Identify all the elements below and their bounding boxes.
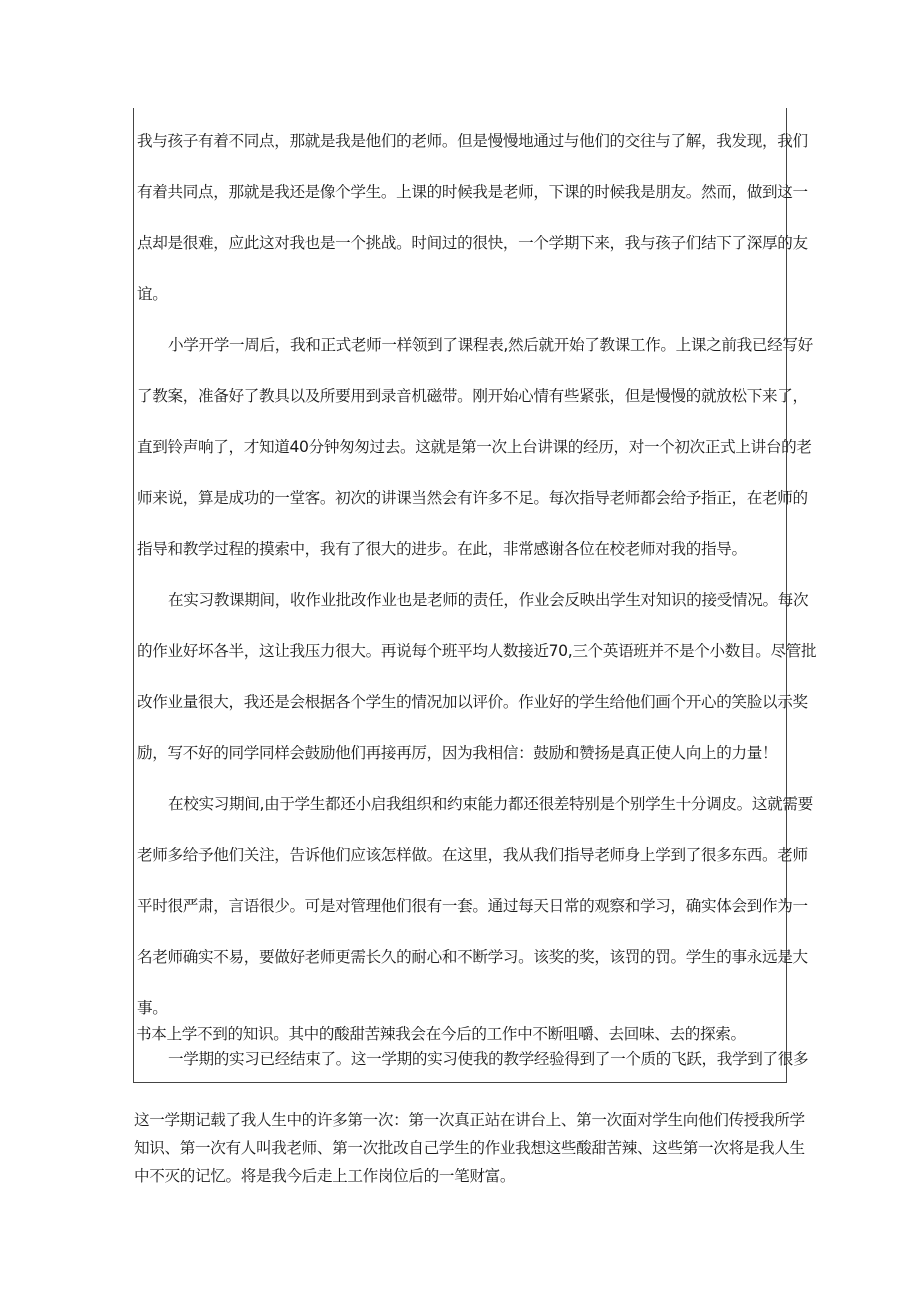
paragraph-3-line-4: 励，写不好的同学同样会鼓励他们再接再厉，因为我相信：鼓励和赞扬是真正使人向上的力量！ [137,744,778,762]
paragraph-4-line-4: 名老师确实不易，要做好老师更需长久的耐心和不断学习。该奖的奖，该罚的罚。学生的事永远是大 [137,948,808,966]
paragraph-4-line-1: 在校实习期间,由于学生都还小启我组织和约束能力都还很差特别是个别学生十分调皮。这就需要 [168,795,813,813]
paragraph-1-line-1: 我与孩子有着不同点，那就是我是他们的老师。但是慢慢地通过与他们的交往与了解，我发现，我们 [137,132,808,150]
paragraph-2-line-5: 指导和教学过程的摸索中，我有了很大的进步。在此，非常感谢各位在校老师对我的指导。 [137,540,747,558]
paragraph-1-line-4: 谊。 [137,285,168,303]
paragraph-1-line-2: 有着共同点，那就是我还是像个学生。上课的时候我是老师，下课的时候我是朋友。然而，做到这一 [137,183,808,201]
paragraph-4-line-2: 老师多给予他们关注，告诉他们应该怎样做。在这里，我从我们指导老师身上学到了很多东西。老师 [137,846,808,864]
closing-paragraph-line-2: 知识、第一次有人叫我老师、第一次批改自己学生的作业我想这些酸甜苦辣、这些第一次将是我人生 [134,1139,805,1157]
paragraph-3-line-1: 在实习教课期间，收作业批改作业也是老师的责任，作业会反映出学生对知识的接受情况。每次 [168,591,809,609]
paragraph-2-line-3: 直到铃声响了，才知道40分钟匆匆过去。这就是第一次上台讲课的经历，对一个初次正式上讲台的老 [137,438,812,456]
paragraph-3-line-3: 改作业量很大，我还是会根据各个学生的情况加以评价。作业好的学生给他们画个开心的笑脸以示奖 [137,693,808,711]
paragraph-4-line-5: 事。 [137,999,168,1017]
paragraph-4-line-3: 平时很严肃，言语很少。可是对管理他们很有一套。通过每天日常的观察和学习，确实体会到作为一 [137,897,808,915]
closing-paragraph-line-1: 这一学期记载了我人生中的许多第一次：第一次真正站在讲台上、第一次面对学生向他们传授我所学 [134,1111,805,1129]
paragraph-2-line-2: 了教案，准备好了教具以及所要用到录音机磁带。刚开始心情有些紧张，但是慢慢的就放松下来了， [137,387,808,405]
paragraph-1-line-3: 点却是很难，应此这对我也是一个挑战。时间过的很快，一个学期下来，我与孩子们结下了深厚的友 [137,234,808,252]
paragraph-2-line-1: 小学开学一周后，我和正式老师一样领到了课程表,然后就开始了教课工作。上课之前我已经写好 [168,336,813,354]
paragraph-2-line-4: 师来说，算是成功的一堂客。初次的讲课当然会有许多不足。每次指导老师都会给予指正，在老师的 [137,489,808,507]
closing-paragraph-line-3: 中不灭的记忆。将是我今后走上工作岗位后的一笔财富。 [134,1167,516,1185]
paragraph-5-line-1: 一学期的实习已经结束了。这一学期的实习使我的教学经验得到了一个质的飞跃，我学到了很多 [168,1050,809,1068]
bordered-text-box [133,108,817,1083]
paragraph-5-line-2: 书本上学不到的知识。其中的酸甜苦辣我会在今后的工作中不断咀嚼、去回味、去的探索。 [136,1025,746,1043]
paragraph-3-line-2: 的作业好坏各半，这让我压力很大。再说每个班平均人数接近70,三个英语班并不是个小数目。尽管批 [137,642,817,660]
